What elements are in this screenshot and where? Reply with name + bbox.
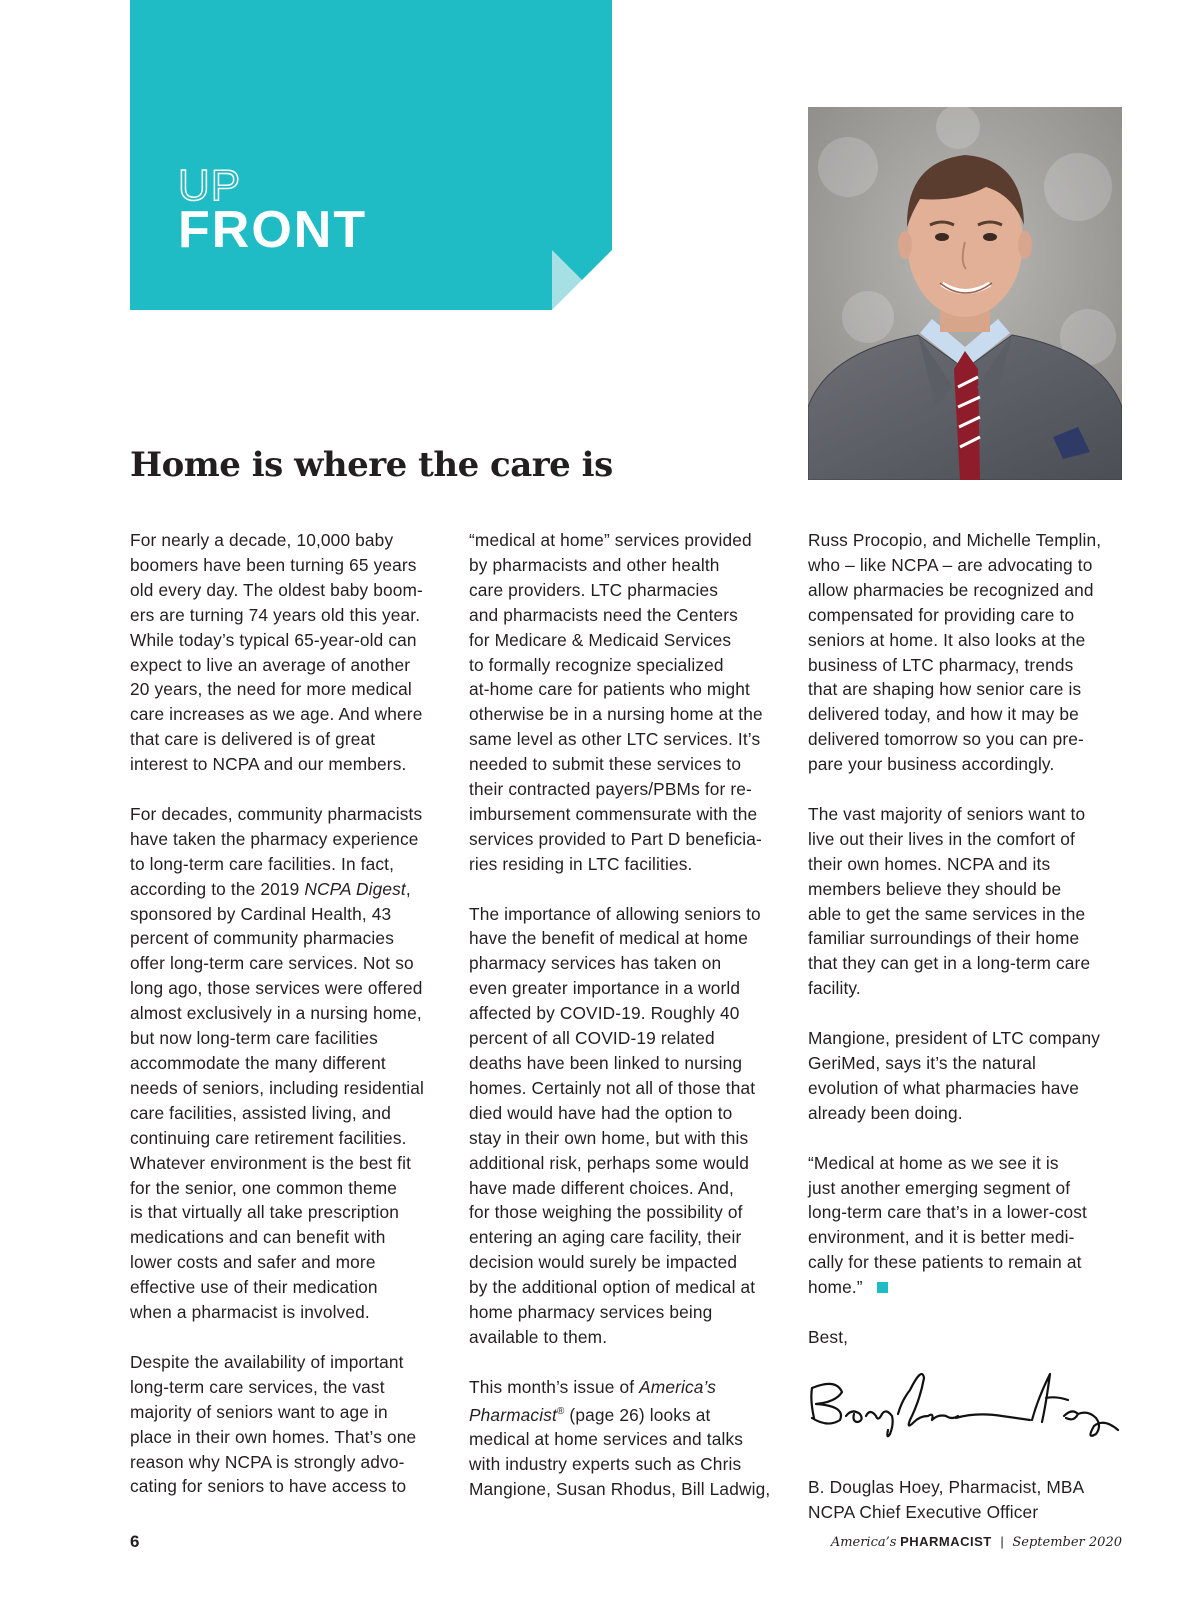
text-line: to formally recognize specialized [469,654,724,675]
issue-date: September 2020 [1012,1535,1122,1550]
paragraph [808,1026,1126,1126]
text-line: care increases as we age. And where [130,704,423,725]
text-line: Mangione, president of LTC company [808,1028,1100,1049]
text-line: at-home care for patients who might [469,679,750,700]
text-line: pharmacy services has taken on [469,953,722,974]
text-line: is that virtually all take prescription [130,1202,400,1223]
text-line: have taken the pharmacy experience [130,828,419,849]
text-line: ers are turning 74 years old this year. [130,604,421,625]
text-line: “Medical at home as we see it is [808,1152,1059,1173]
article-column-1 [130,528,448,1524]
text-line [469,1400,787,1428]
text-line: boomers have been turning 65 years [130,554,417,575]
text-line: have the benefit of medical at home [469,928,749,949]
text-line: for those weighing the possibility of [469,1202,743,1223]
text-line: for the senior, one common theme [130,1177,398,1198]
text-line: and pharmacists need the Centers [469,604,738,625]
text-run: home.” [808,1277,863,1298]
article-headline: Home is where the care is [130,445,613,485]
text-line: environment, and it is better medi- [808,1227,1075,1248]
text-line: homes. Certainly not all of those that [469,1077,756,1098]
text-line: additional risk, perhaps some would [469,1152,749,1173]
banner-front-text: FRONT [178,201,368,259]
text-line: by the additional option of medical at [469,1277,756,1298]
text-line: The vast majority of seniors want to [808,803,1086,824]
text-line: entering an aging care facility, their [469,1227,742,1248]
text-line: Whatever environment is the best fit [130,1152,412,1173]
text-line: old every day. The oldest baby boom- [130,579,423,600]
magazine-name-italic: America’s [830,1535,897,1550]
text-run: This month’s issue of [469,1376,640,1397]
paragraph [808,802,1126,1001]
text-line: place in their own homes. That’s one [130,1426,417,1447]
text-line: seniors at home. It also looks at the [808,629,1086,650]
text-line: affected by COVID-19. Roughly 40 [469,1003,740,1024]
paragraph [469,528,787,877]
text-line: sponsored by Cardinal Health, 43 [130,903,392,924]
text-line: majority of seniors want to age in [130,1401,388,1422]
text-run: , [405,878,411,899]
text-line: when a pharmacist is involved. [130,1302,370,1323]
text-line: long-term care that’s in a lower-cost [808,1202,1087,1223]
text-line: For nearly a decade, 10,000 baby [130,530,394,550]
text-line: GeriMed, says it’s the natural [808,1053,1036,1073]
text-line: just another emerging segment of [808,1177,1071,1198]
text-line: ries residing in LTC facilities. [469,853,693,874]
text-line: to long-term care facilities. In fact, [130,853,395,874]
text-line: that care is delivered is of great [130,729,376,750]
publication-title: America’s [639,1376,717,1397]
text-line: home pharmacy services being [469,1302,713,1323]
text-line: their contracted payers/PBMs for re- [469,779,752,800]
paragraph [130,1350,448,1499]
text-line: offer long-term care services. Not so [130,953,414,974]
text-line: allow pharmacies be recognized and [808,579,1094,600]
text-line: cating for seniors to have access to [130,1476,407,1497]
banner-up-text: UP [178,161,242,210]
paragraph [130,528,448,777]
text-line: their own homes. NCPA and its [808,853,1051,874]
text-line: who – like NCPA – are advocating to [808,554,1093,575]
paragraph [808,1151,1126,1300]
article-column-2 [469,528,787,1527]
registered-mark: ® [556,1405,565,1417]
text-line: evolution of what pharmacies have [808,1077,1080,1098]
text-line: live out their lives in the comfort of [808,828,1075,849]
text-line: care facilities, assisted living, and [130,1102,392,1123]
text-line: medications and can benefit with [130,1227,386,1248]
publication-title: Pharmacist [469,1404,557,1425]
text-line: almost exclusively in a nursing home, [130,1003,422,1024]
text-line: reason why NCPA is strongly advo- [130,1451,405,1472]
text-line: with industry experts such as Chris [469,1454,742,1475]
text-line: have made different choices. And, [469,1177,734,1198]
text-line: For decades, community pharmacists [130,803,423,824]
text-line [130,877,448,902]
text-line: able to get the same services in the [808,903,1086,924]
text-line: decision would surely be impacted [469,1252,738,1273]
text-line: continuing care retirement facilities. [130,1127,407,1148]
text-line: needs of seniors, including residential [130,1077,425,1098]
portrait-illustration [808,107,1122,480]
running-footer [831,1534,1122,1550]
text-line: that they can get in a long-term care [808,953,1091,974]
text-line: for Medicare & Medicaid Services [469,629,732,650]
text-line: long-term care services, the vast [130,1376,385,1397]
text-line: Despite the availability of important [130,1351,404,1372]
magazine-name-bold: PHARMACIST [900,1534,992,1549]
text-line: that are shaping how senior care is [808,679,1082,700]
text-line: services provided to Part D beneficia- [469,828,762,849]
text-line: lower costs and safer and more [130,1252,376,1273]
text-line: even greater importance in a world [469,978,741,999]
signer-block [808,1475,1126,1525]
text-line: medical at home services and talks [469,1429,744,1450]
text-line: While today’s typical 65-year-old can [130,629,417,650]
page-number: 6 [130,1532,140,1551]
text-line: care providers. LTC pharmacies [469,579,719,600]
author-portrait [808,107,1122,480]
signer-name: B. Douglas Hoey, Pharmacist, MBA [808,1476,1085,1497]
text-line: delivered tomorrow so you can pre- [808,729,1084,750]
text-line: but now long-term care facilities [130,1028,378,1049]
text-line: The importance of allowing seniors to [469,903,761,924]
text-line: Mangione, Susan Rhodus, Bill Ladwig, [469,1479,771,1500]
signer-title: NCPA Chief Executive Officer [808,1501,1039,1522]
text-line: stay in their own home, but with this [469,1127,749,1148]
text-run: according to the 2019 [130,878,305,899]
text-line: available to them. [469,1326,608,1347]
text-line: familiar surroundings of their home [808,928,1080,949]
text-line: effective use of their medication [130,1277,378,1298]
text-line: long ago, those services were offered [130,978,423,999]
text-line: expect to live an average of another [130,654,411,675]
text-line: delivered today, and how it may be [808,704,1079,725]
text-line: imbursement commensurate with the [469,803,758,824]
text-line: deaths have been linked to nursing [469,1053,743,1074]
text-line: already been doing. [808,1102,963,1123]
text-line: 20 years, the need for more medical [130,679,412,700]
end-of-article-mark [877,1282,888,1293]
paragraph [130,802,448,1325]
text-run: (page 26) looks at [564,1404,711,1425]
text-line: by pharmacists and other health [469,554,720,575]
text-line: interest to NCPA and our members. [130,754,407,775]
page-curl-cutout [552,250,612,310]
text-line: percent of community pharmacies [130,928,394,949]
text-line: needed to submit these services to [469,754,742,775]
text-line: facility. [808,978,861,999]
paragraph [469,902,787,1350]
paragraph [808,528,1126,777]
text-line: Russ Procopio, and Michelle Templin, [808,530,1102,550]
text-line: accommodate the many different [130,1053,386,1074]
up-front-banner [130,0,612,310]
paragraph [469,1375,787,1502]
footer-separator: | [1000,1534,1004,1549]
text-line: “medical at home” services provided [469,530,752,550]
text-line: otherwise be in a nursing home at the [469,704,763,725]
text-line: compensated for providing care to [808,604,1075,625]
handwritten-signature [806,1360,1126,1440]
text-line: died would have had the option to [469,1102,733,1123]
text-line [469,1375,787,1400]
closing: Best, [808,1326,849,1347]
text-line: cally for these patients to remain at [808,1252,1082,1273]
text-line: same level as other LTC services. It’s [469,729,761,750]
text-line: members believe they should be [808,878,1062,899]
publication-title: NCPA Digest [304,878,406,899]
text-line: business of LTC pharmacy, trends [808,654,1074,675]
text-line: pare your business accordingly. [808,754,1055,775]
text-line: percent of all COVID-19 related [469,1028,715,1049]
text-line [808,1275,1126,1300]
